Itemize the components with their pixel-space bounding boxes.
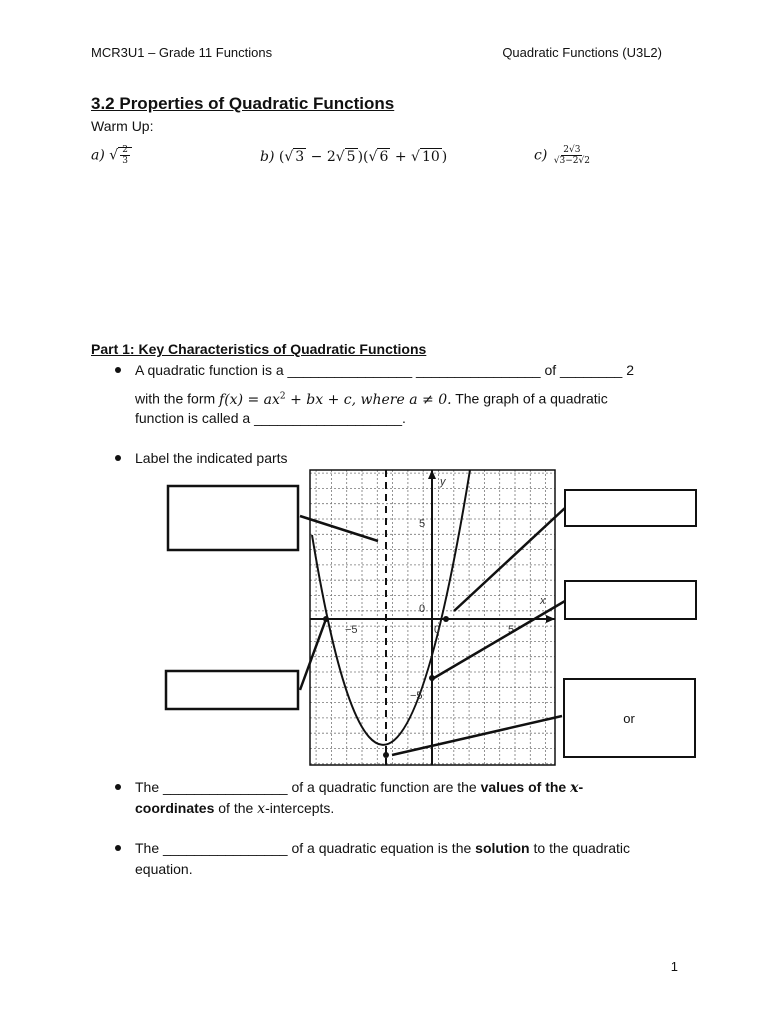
bullet-1-line-3: function is called a ___________________. — [135, 410, 406, 426]
y-axis-arrow — [428, 470, 436, 479]
x-tick-0: 0 — [434, 624, 441, 636]
vertex-box-or-text: or — [623, 711, 635, 726]
bullet-4-bold-solution: solution — [475, 840, 530, 856]
problem-a-numerator: 2 — [122, 145, 128, 155]
y-tick-5: 5 — [419, 518, 426, 530]
bullet-3-line-1 — [135, 777, 583, 799]
bullet-3-prefix: The ________________ of a quadratic function are the — [135, 779, 481, 795]
problem-b-root-4: 10 — [421, 149, 440, 165]
page-number: 1 — [670, 959, 678, 974]
bullet-1-line-1: A quadratic function is a ________________ ________________ of ________ 2 — [135, 362, 635, 378]
bullet-3-line-2 — [135, 798, 334, 820]
label-box-right-intercept — [565, 490, 696, 526]
bullet-1-form-suffix: The graph of a quadratic — [451, 390, 608, 407]
problem-b-label: b) — [260, 149, 275, 165]
bullet-4-line-1 — [135, 838, 630, 859]
header-unit: Quadratic Functions (U3L2) — [502, 45, 662, 60]
label-box-x-intercept — [166, 671, 298, 709]
x-tick-5: 5 — [508, 624, 515, 636]
label-box-y-intercept — [565, 581, 696, 619]
bullet-4-marker — [115, 845, 121, 851]
page-title: 3.2 Properties of Quadratic Functions — [91, 94, 395, 113]
bullet-4-suffix: to the quadratic — [529, 840, 631, 856]
x-axis-arrow — [546, 615, 555, 623]
leader-vertex — [392, 716, 562, 755]
part1-heading: Part 1: Key Characteristics of Quadratic Functions — [91, 341, 427, 357]
parabola-curve — [312, 470, 470, 745]
bullet-3-bold-coordinates: coordinates — [135, 800, 215, 816]
warmup-problem-b: b) (√ 3 − 2√ 5 )(√ 6 + √ 10 ) — [260, 149, 448, 165]
label-box-axis-of-symmetry — [168, 486, 298, 550]
leader-left-x-intercept — [300, 619, 326, 690]
y-tick-neg5: −5 — [410, 690, 423, 702]
bullet-3-marker — [115, 784, 121, 790]
bullet-3-bold-values: values of the — [480, 779, 571, 795]
bullet-4-prefix: The ________________ of a quadratic equation is the — [135, 840, 476, 856]
bullet-1-form-prefix: with the form — [135, 390, 220, 407]
bullet-4-line-2: equation. — [135, 861, 193, 877]
x-tick-neg5: −5 — [345, 624, 358, 636]
leader-right-x-intercept — [454, 508, 565, 611]
bullet-3-end: -intercepts. — [265, 800, 335, 816]
problem-a-label: a) — [91, 147, 105, 164]
vertex-point — [383, 752, 389, 758]
header-course: MCR3U1 – Grade 11 Functions — [91, 45, 273, 60]
problem-c-label: c) — [534, 147, 548, 164]
warmup-problem-a: a) √ $\frac{2}{3}$ — [91, 145, 132, 166]
y-axis-label: y — [440, 476, 446, 488]
formula-part-2: + bx + c, where a ≠ 0. — [285, 391, 452, 408]
problem-c-numerator: 2√3 — [563, 145, 581, 155]
bullet-3-mid: of the — [214, 800, 258, 816]
formula-exponent: 2 — [279, 391, 286, 401]
problem-b-minus: − 2 — [310, 149, 336, 165]
warmup-label: Warm Up: — [91, 118, 154, 134]
bullet-3-x-variable: x — [570, 780, 579, 796]
problem-b-root-1: 3 — [295, 149, 305, 165]
bullet-2-text: Label the indicated parts — [135, 450, 288, 466]
x-axis-label: x — [540, 595, 546, 607]
problem-b-root-2: 5 — [346, 149, 356, 165]
formula-part-1: f(x) = ax — [219, 391, 280, 408]
bullet-3-x-intercepts-variable: x — [257, 801, 266, 817]
problem-b-plus: + — [394, 149, 407, 165]
problem-a-denominator: 3 — [122, 156, 128, 166]
x-intercept-right — [443, 616, 449, 622]
problem-b-root-3: 6 — [379, 149, 389, 165]
y-tick-0: 0 — [419, 603, 426, 615]
bullet-3-bold-hyphen: - — [578, 779, 584, 795]
problem-c-denominator: √3−2√2 — [553, 156, 590, 166]
